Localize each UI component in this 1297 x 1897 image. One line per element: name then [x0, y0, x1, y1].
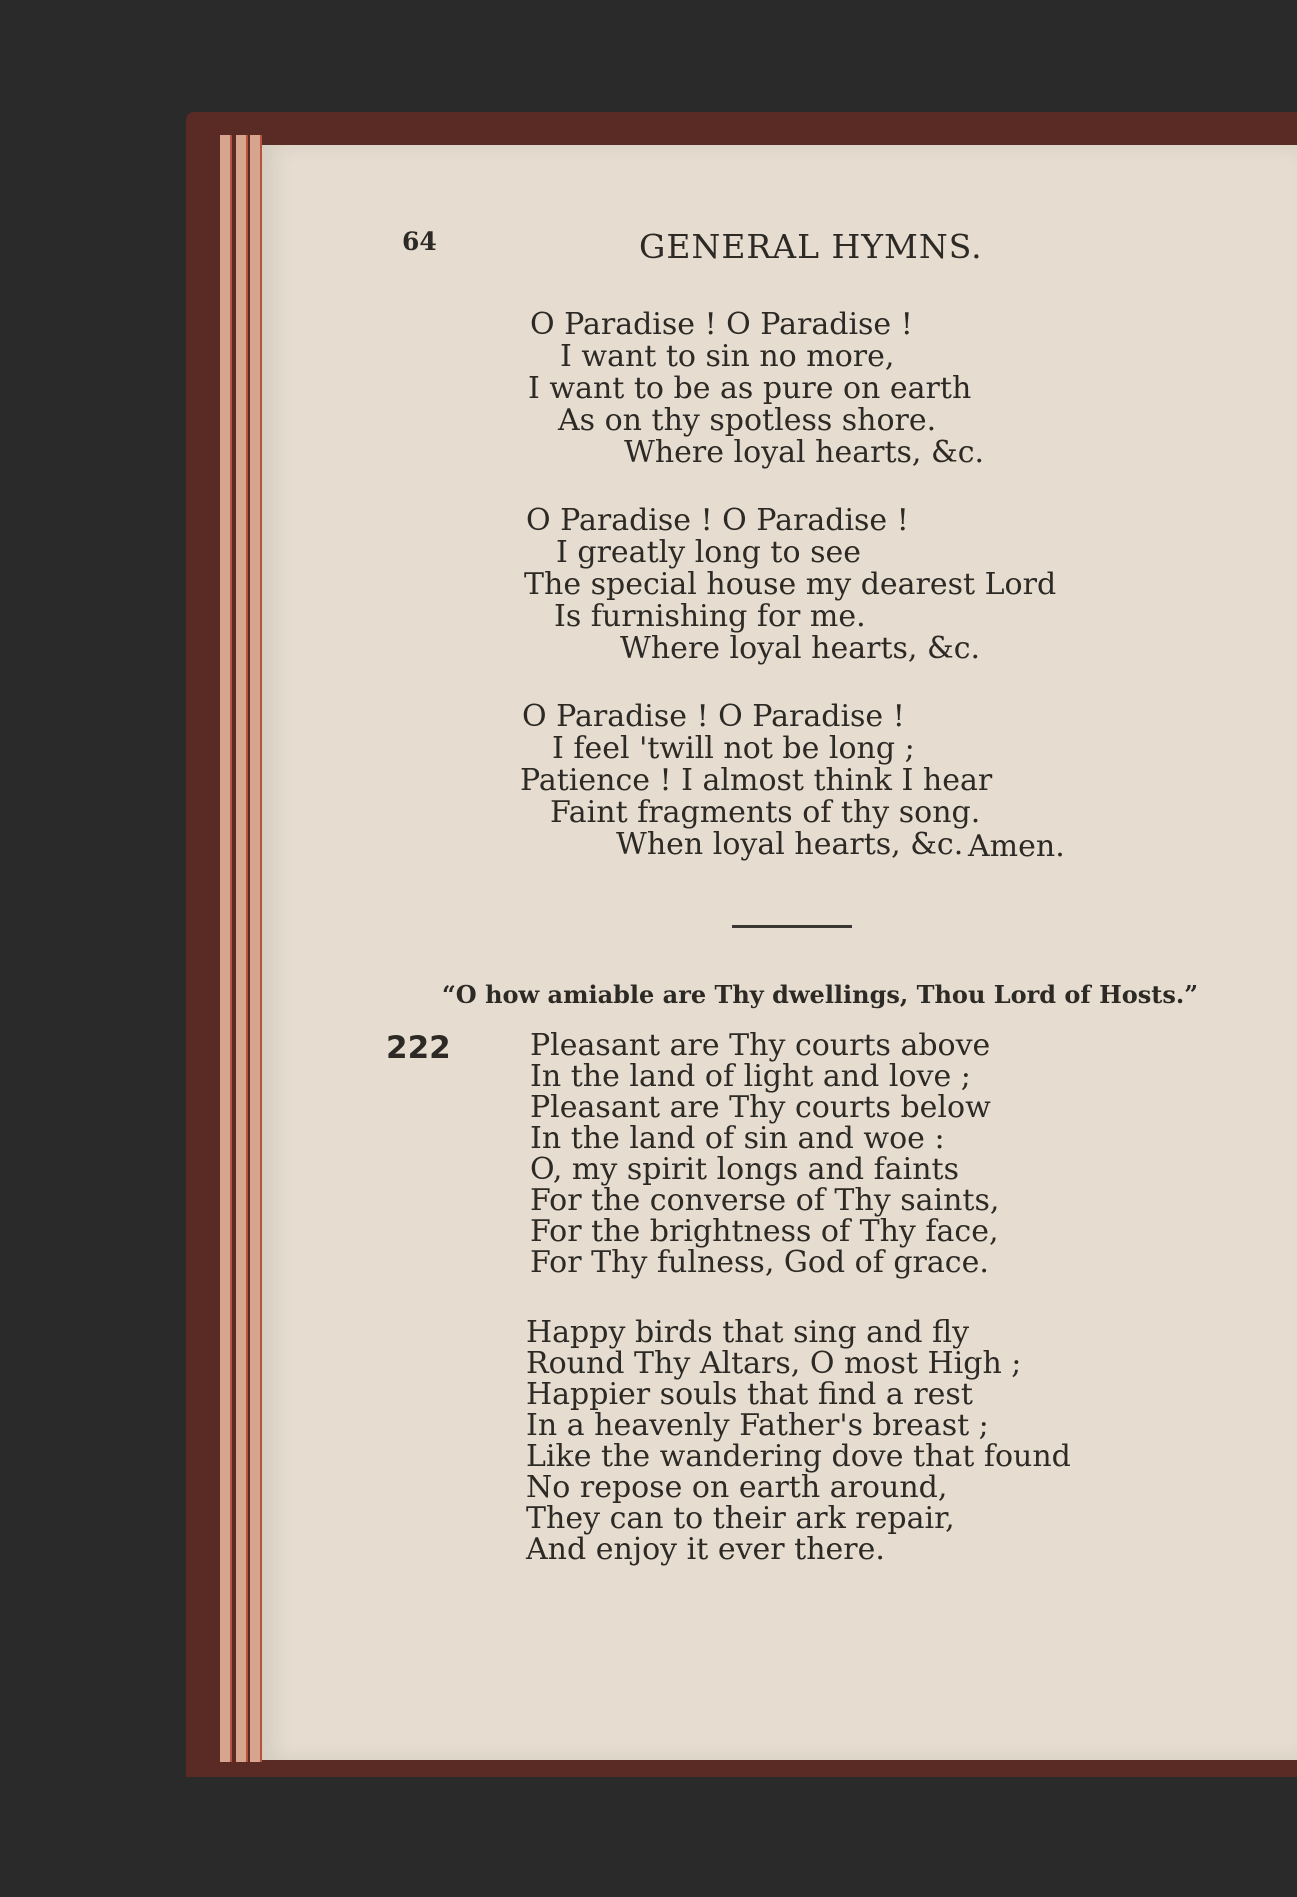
verse-line: O Paradise ! O Paradise ! [522, 699, 905, 734]
verse-line: In the land of sin and woe : [530, 1121, 945, 1156]
verse-line: O Paradise ! O Paradise ! [526, 503, 909, 538]
verse-line: O Paradise ! O Paradise ! [530, 307, 913, 342]
verse-line: Where loyal hearts, &c. [624, 435, 985, 470]
verse-line: I feel 'twill not be long ; [552, 731, 915, 766]
verse-line: As on thy spotless shore. [558, 403, 937, 438]
page-edge [220, 135, 232, 1762]
book-page [262, 145, 1297, 1760]
verse-line: No repose on earth around, [526, 1470, 948, 1505]
verse-line: I want to be as pure on earth [528, 371, 972, 406]
page-edge [250, 135, 262, 1762]
verse-line: Happy birds that sing and fly [526, 1315, 970, 1350]
hymn-number: 222 [386, 1030, 451, 1066]
verse-line: They can to their ark repair, [526, 1501, 955, 1536]
verse-line: For the brightness of Thy face, [530, 1214, 999, 1249]
verse-line: The special house my dearest Lord [524, 567, 1057, 602]
verse-line: Faint fragments of thy song. [550, 795, 981, 830]
verse-line: For Thy fulness, God of grace. [530, 1245, 989, 1280]
page-number: 64 [402, 227, 437, 256]
verse-line: Patience ! I almost think I hear [520, 763, 993, 798]
verse-line: Where loyal hearts, &c. [620, 631, 981, 666]
verse-line: In the land of light and love ; [530, 1059, 971, 1094]
verse-line: I greatly long to see [556, 535, 861, 570]
page-edge [236, 135, 248, 1762]
amen: Amen. [968, 829, 1065, 864]
verse-line: Like the wandering dove that found [526, 1439, 1071, 1474]
verse-line: When loyal hearts, &c. [616, 827, 964, 862]
verse-line: For the converse of Thy saints, [530, 1183, 1000, 1218]
verse-line: O, my spirit longs and faints [530, 1152, 959, 1187]
verse-line: Happier souls that find a rest [526, 1377, 973, 1412]
verse-line: I want to sin no more, [560, 339, 895, 374]
running-header: GENERAL HYMNS. [639, 227, 983, 266]
verse-line: And enjoy it ever there. [526, 1532, 885, 1567]
verse-line: In a heavenly Father's breast ; [526, 1408, 989, 1443]
section-divider [732, 925, 852, 928]
verse-line: Round Thy Altars, O most High ; [526, 1346, 1022, 1381]
epigraph: “O how amiable are Thy dwellings, Thou Lord of Hosts.” [442, 980, 1199, 1009]
verse-line: Pleasant are Thy courts above [530, 1028, 991, 1063]
verse-line: Pleasant are Thy courts below [530, 1090, 991, 1125]
verse-line: Is furnishing for me. [554, 599, 866, 634]
